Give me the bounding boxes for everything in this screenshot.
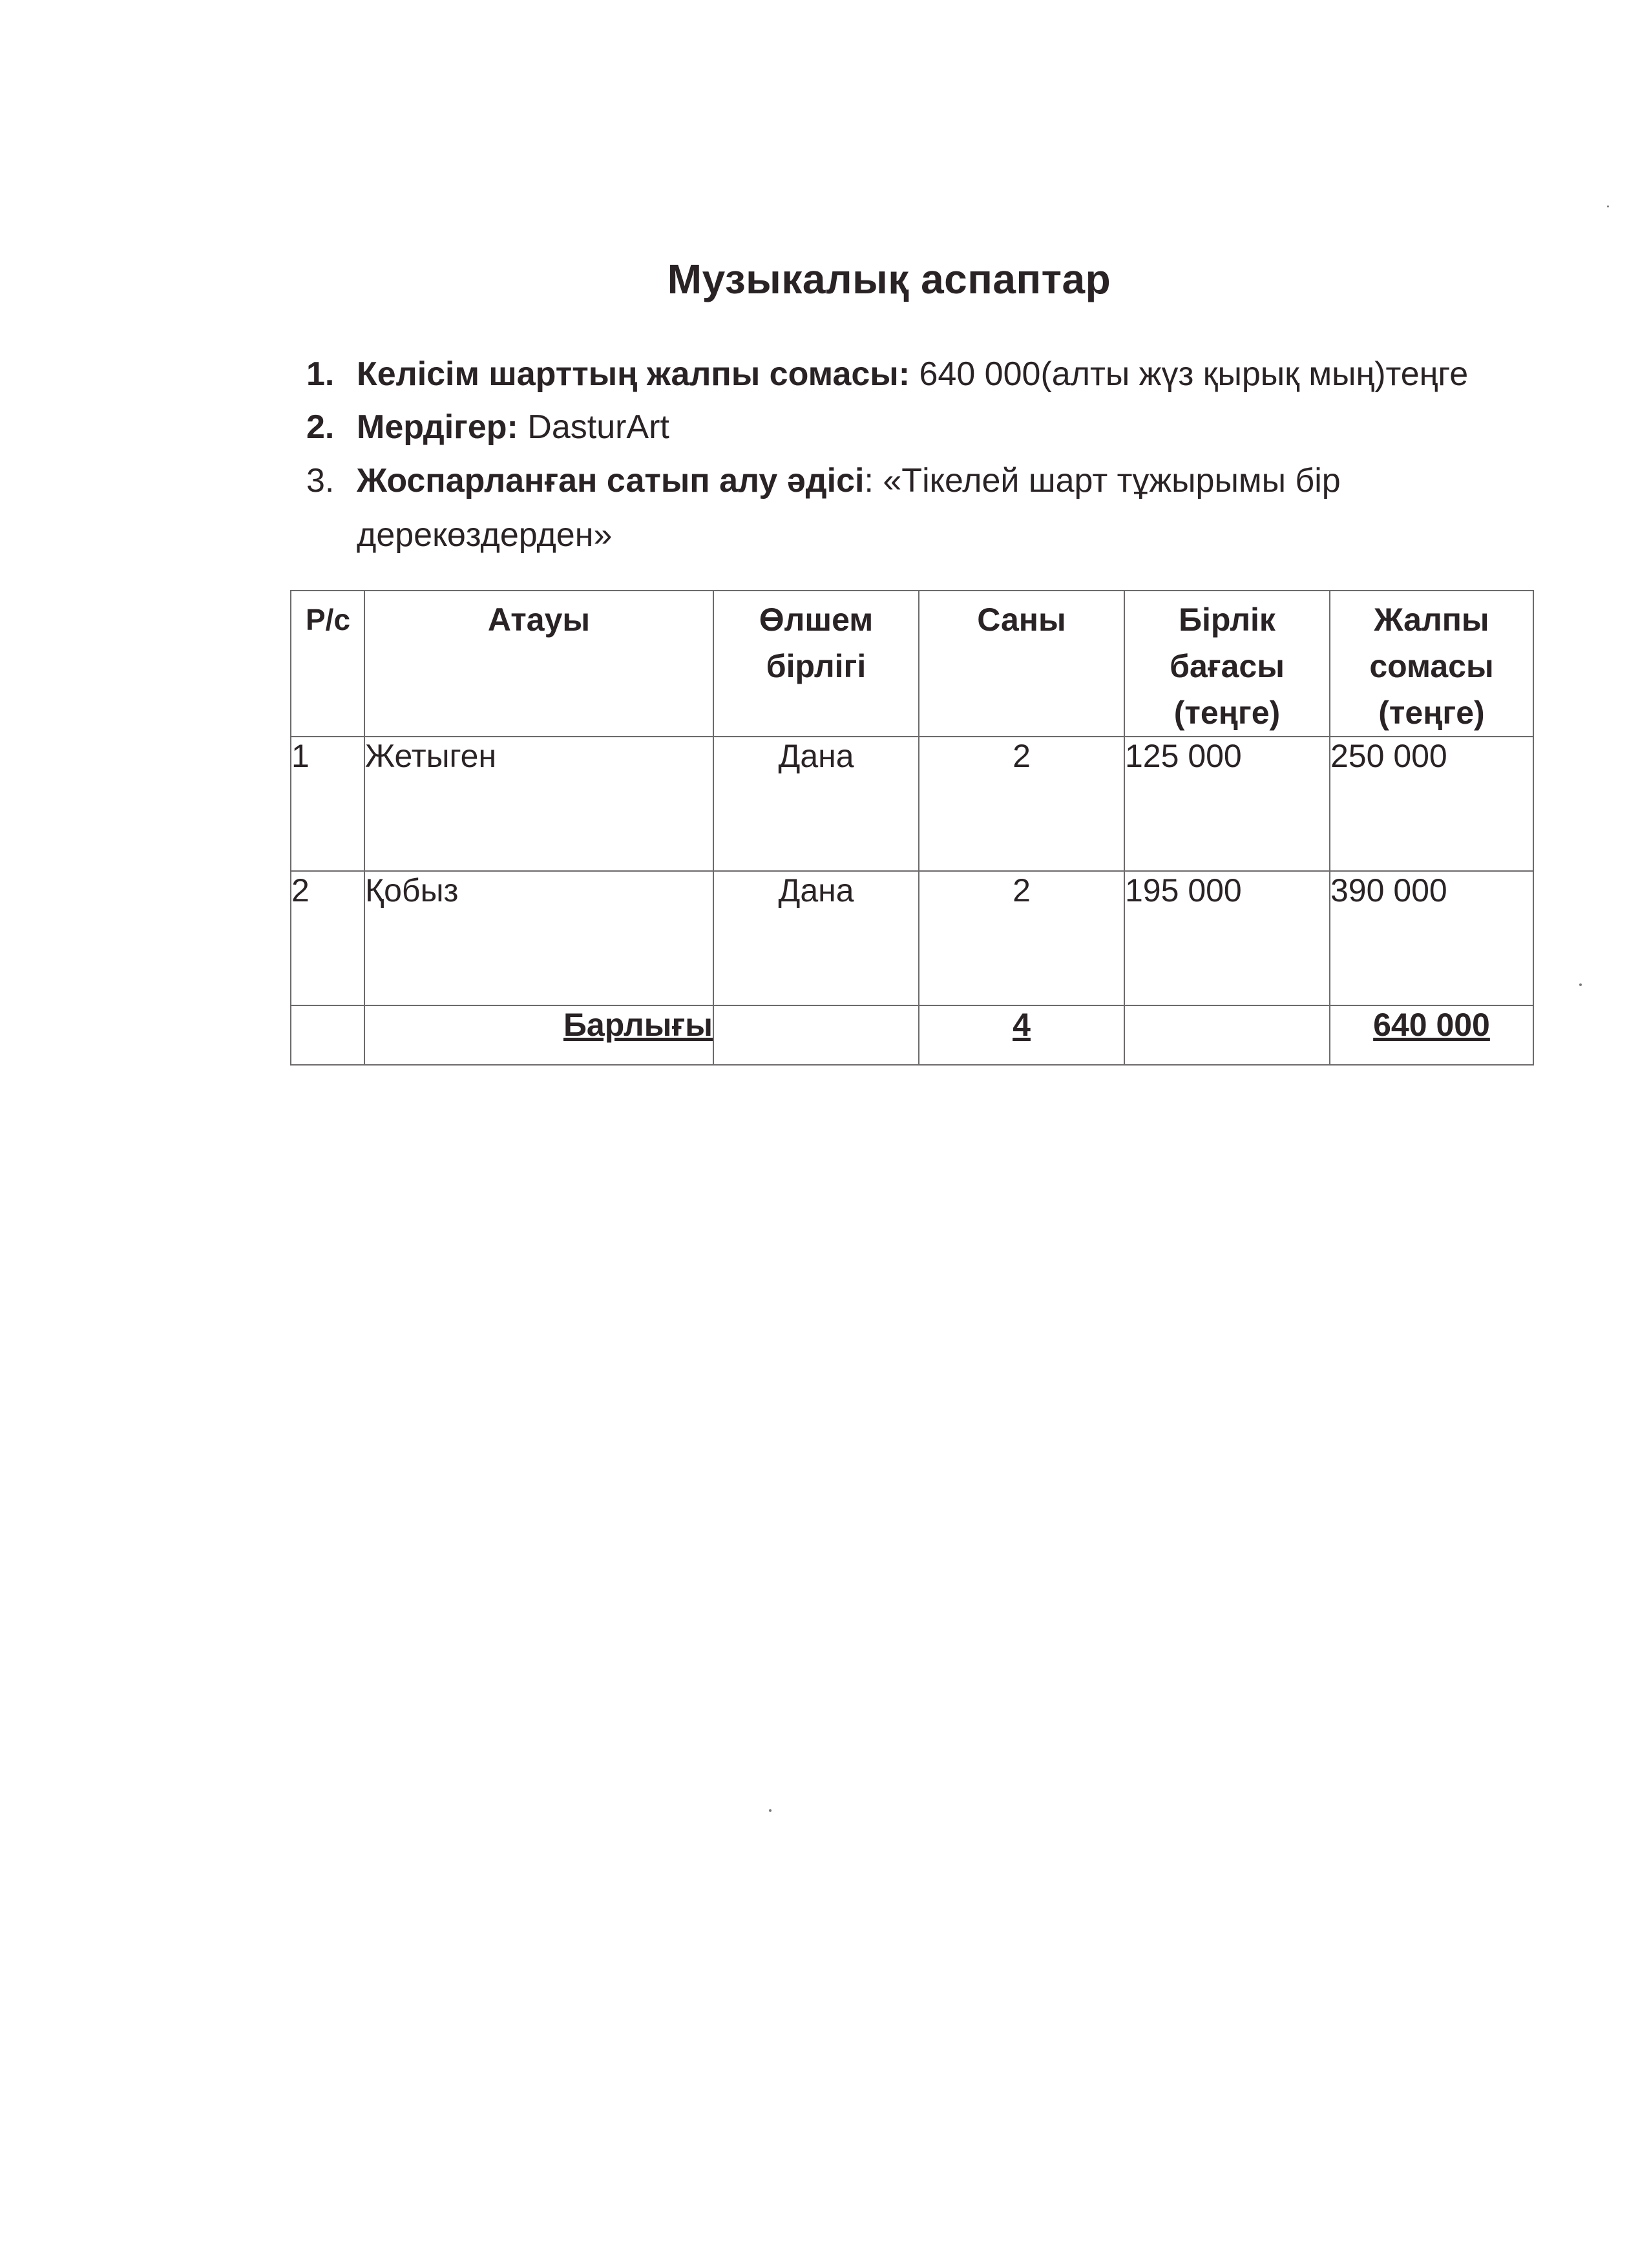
info-item-contract-sum xyxy=(306,348,1534,401)
cell-num: 2 xyxy=(291,871,364,1005)
cell-unit: Дана xyxy=(713,737,919,871)
document-title: Музыкалық аспаптар xyxy=(667,256,1111,302)
header-name: Атауы xyxy=(364,591,713,737)
cell-price: 195 000 xyxy=(1124,871,1330,1005)
info-item-value: : «Тікелей шарт тұжырымы бір дерекөздерден» xyxy=(357,462,1341,554)
info-item-label: Мердігер: xyxy=(357,408,518,446)
header-qty: Саны xyxy=(919,591,1124,737)
total-qty: 4 xyxy=(919,1005,1124,1065)
cell-empty xyxy=(713,1005,919,1065)
cell-qty: 2 xyxy=(919,871,1124,1005)
cell-empty xyxy=(1124,1005,1330,1065)
cell-empty xyxy=(291,1005,364,1065)
table-row xyxy=(291,871,1533,1005)
info-item-value: DasturArt xyxy=(518,408,669,446)
items-table xyxy=(290,590,1534,1066)
cell-qty: 2 xyxy=(919,737,1124,871)
header-rc: Р/с xyxy=(291,591,364,737)
scan-speck xyxy=(1607,205,1609,207)
header-sum: Жалпы сомасы (теңге) xyxy=(1330,591,1533,737)
contract-info-list xyxy=(306,348,1534,562)
cell-num: 1 xyxy=(291,737,364,871)
info-item-procurement-method xyxy=(306,454,1534,562)
cell-sum: 250 000 xyxy=(1330,737,1533,871)
header-price: Бірлік бағасы (теңге) xyxy=(1124,591,1330,737)
info-item-label: Келісім шарттың жалпы сомасы: xyxy=(357,355,910,393)
header-unit: Өлшем бірлігі xyxy=(713,591,919,737)
info-item-value: 640 000(алты жүз қырық мың)теңге xyxy=(910,355,1469,393)
scan-speck xyxy=(1579,983,1582,986)
info-item-number: 2. xyxy=(306,408,335,446)
scan-speck xyxy=(769,1809,772,1812)
cell-name: Жетыген xyxy=(364,737,713,871)
info-item-contractor xyxy=(306,401,1534,454)
table-row xyxy=(291,737,1533,871)
table-header-row xyxy=(291,591,1533,737)
cell-unit: Дана xyxy=(713,871,919,1005)
info-item-label: Жоспарланған сатып алу әдісі xyxy=(357,462,865,499)
info-item-number: 1. xyxy=(306,355,335,393)
table-total-row xyxy=(291,1005,1533,1065)
total-label: Барлығы xyxy=(364,1005,713,1065)
cell-price: 125 000 xyxy=(1124,737,1330,871)
info-item-number: 3. xyxy=(306,462,335,499)
cell-name: Қобыз xyxy=(364,871,713,1005)
total-sum: 640 000 xyxy=(1330,1005,1533,1065)
cell-sum: 390 000 xyxy=(1330,871,1533,1005)
